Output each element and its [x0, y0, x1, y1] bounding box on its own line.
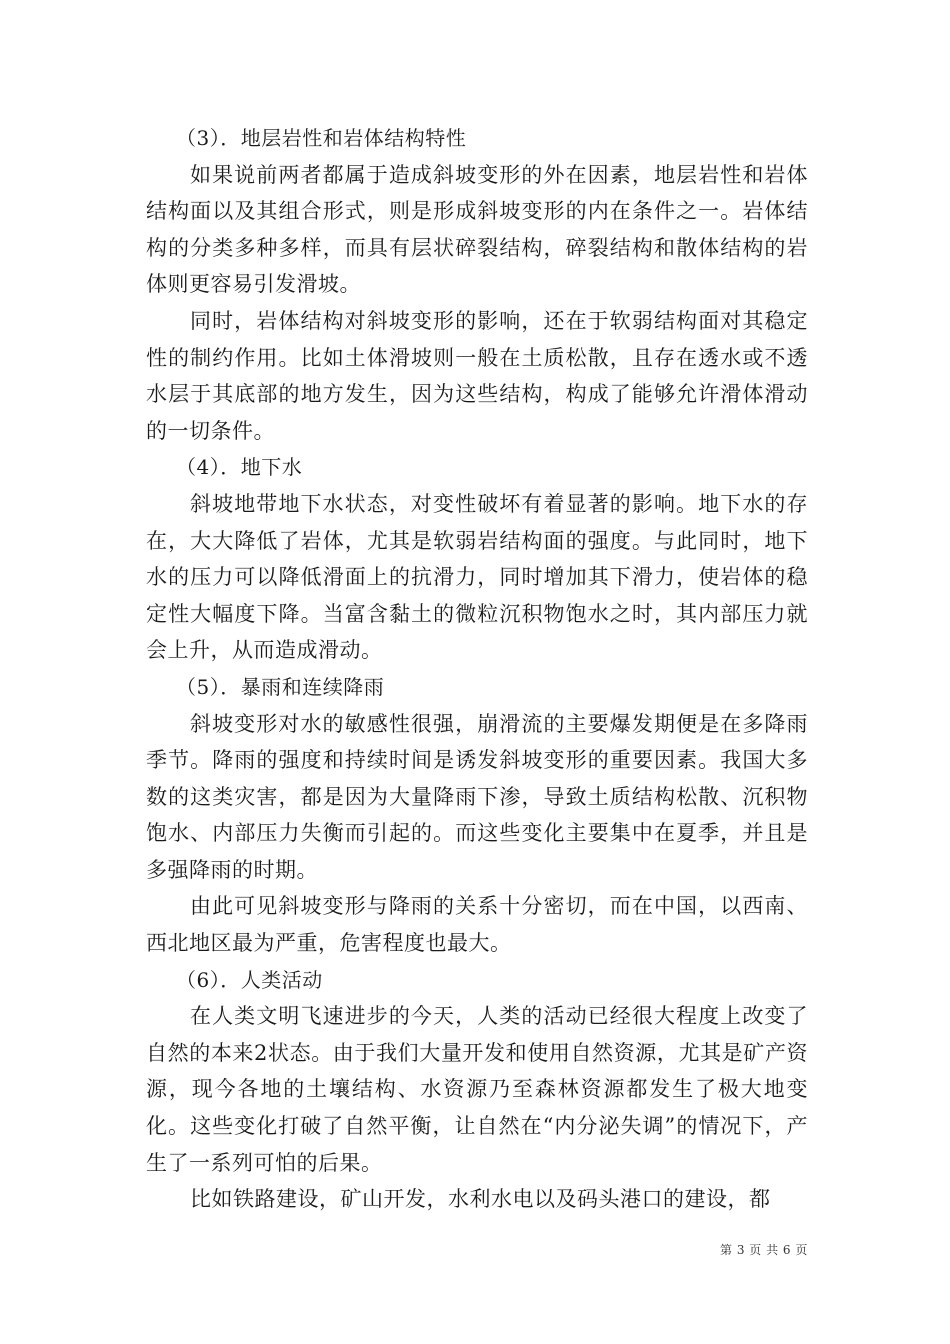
section-heading-3: （3）．地层岩性和岩体结构特性 [176, 126, 467, 150]
page-number-footer: 第 3 页 共 6 页 [720, 1243, 808, 1257]
document-body [146, 120, 808, 1218]
paragraph: 如果说前两者都属于造成斜坡变形的外在因素，地层岩性和岩体结构面以及其组合形式，则是形成斜坡变形的内在条件之一。岩体结构的分类多种多样，而具有层状碎裂结构，碎裂结构和散体结构的岩体则更容易引发滑坡。 [146, 162, 808, 297]
paragraph: 斜坡变形对水的敏感性很强，崩滑流的主要爆发期便是在多降雨季节。降雨的强度和持续时间是诱发斜坡变形的重要因素。我国大多数的这类灾害，都是因为大量降雨下渗，导致土质结构松散、沉积物饱水、内部压力失衡而引起的。而这些变化主要集中在夏季，并且是多强降雨的时期。 [146, 711, 808, 882]
paragraph: 比如铁路建设，矿山开发，水利水电以及码头港口的建设，都 [190, 1187, 771, 1212]
section-heading-6: （6）．人类活动 [176, 967, 323, 992]
section-heading-5: （5）．暴雨和连续降雨 [176, 674, 385, 699]
paragraph: 斜坡地带地下水状态，对变性破坏有着显著的影响。地下水的存在，大大降低了岩体，尤其是软弱岩结构面的强度。与此同时，地下水的压力可以降低滑面上的抗滑力，同时增加其下滑力，使岩体的稳定性大幅度下降。当富含黏土的微粒沉积物饱水之时，其内部压力就会上升，从而造成滑动。 [146, 491, 808, 663]
paragraph: 在人类文明飞速进步的今天，人类的活动已经很大程度上改变了自然的本来2状态。由于我们大量开发和使用自然资源，尤其是矿产资源，现今各地的土壤结构、水资源乃至森林资源都发生了极大地变化。这些变化打破了自然平衡，让自然在“内分泌失调”的情况下，产生了一系列可怕的后果。 [146, 1004, 808, 1175]
paragraph: 由此可见斜坡变形与降雨的关系十分密切，而在中国，以西南、西北地区最为严重，危害程度也最大。 [146, 894, 808, 956]
section-heading-4: （4）．地下水 [176, 455, 303, 480]
paragraph: 同时，岩体结构对斜坡变形的影响，还在于软弱结构面对其稳定性的制约作用。比如土体滑坡则一般在土质松散，且存在透水或不透水层于其底部的地方发生，因为这些结构，构成了能够允许滑体滑动的一切条件。 [146, 308, 808, 443]
